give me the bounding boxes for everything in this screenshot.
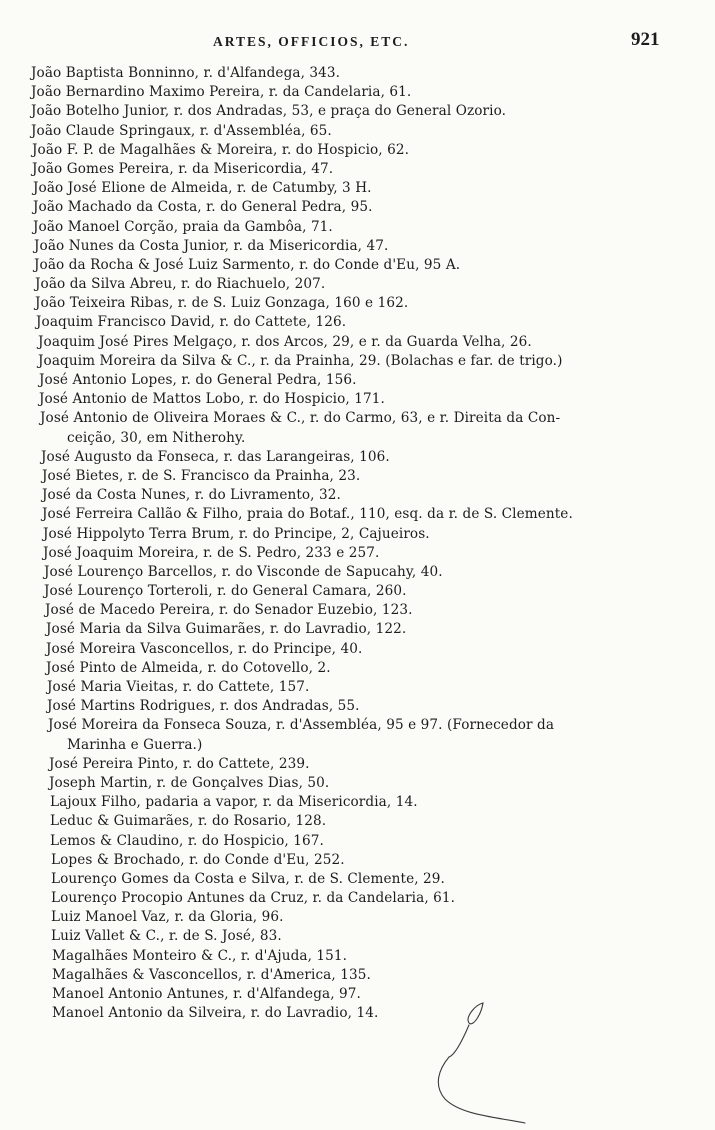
page-header <box>0 29 715 56</box>
directory-entry: Lajoux Filho, padaria a vapor, r. da Misericordia, 14. <box>50 794 418 811</box>
directory-entry: José Antonio Lopes, r. do General Pedra, 156. <box>39 372 357 388</box>
directory-entry: João da Rocha & José Luiz Sarmento, r. do Conde d'Eu, 95 A. <box>34 256 461 273</box>
directory-entry: Manoel Antonio da Silveira, r. do Lavradio, 14. <box>52 1005 379 1022</box>
pen-stroke-mark <box>425 995 565 1130</box>
directory-entry: Joseph Martin, r. de Gonçalves Dias, 50. <box>49 774 330 791</box>
directory-entry: José de Macedo Pereira, r. do Senador Euzebio, 123. <box>45 602 413 619</box>
directory-entry: Magalhães & Vasconcellos, r. d'America, 135. <box>52 966 371 983</box>
directory-entry: Joaquim Moreira da Silva & C., r. da Prainha, 29. (Bolachas e far. de trigo.) <box>38 352 563 369</box>
directory-entry: João Botelho Junior, r. dos Andradas, 53, e praça do General Ozorio. <box>31 103 507 120</box>
directory-entry: João Nunes da Costa Junior, r. da Misericordia, 47. <box>34 237 389 254</box>
directory-entry: Joaquim Francisco David, r. do Cattete, 126. <box>36 314 347 331</box>
directory-entry: Leduc & Guimarães, r. do Rosario, 128. <box>50 813 327 830</box>
page-number: 921 <box>631 29 660 50</box>
directory-entry: José Moreira da Fonseca Souza, r. d'Assembléa, 95 e 97. (Fornecedor da <box>48 717 555 734</box>
directory-entry: João Bernardino Maximo Pereira, r. da Candelaria, 61. <box>31 84 412 101</box>
directory-entry: Lemos & Claudino, r. do Hospicio, 167. <box>50 832 324 849</box>
directory-entry: José Augusto da Fonseca, r. das Larangeiras, 106. <box>41 448 390 465</box>
directory-entry: João José Elione de Almeida, r. de Catumby, 3 H. <box>33 180 372 197</box>
directory-entry: José da Costa Nunes, r. do Livramento, 32. <box>42 487 341 504</box>
directory-entry: João Gomes Pereira, r. da Misericordia, 47. <box>32 160 334 177</box>
directory-entry-continuation: ceição, 30, em Nitherohy. <box>67 429 246 446</box>
directory-entry: José Martins Rodrigues, r. dos Andradas, 55. <box>47 698 360 715</box>
directory-entry: Lourenço Procopio Antunes da Cruz, r. da Candelaria, 61. <box>51 890 456 907</box>
directory-entry: José Ferreira Callão & Filho, praia do Botaf., 110, esq. da r. de S. Clemente. <box>42 506 573 523</box>
directory-list <box>0 64 715 1023</box>
directory-entry: José Lourenço Barcellos, r. do Visconde de Sapucahy, 40. <box>44 563 443 580</box>
directory-entry: João Claude Springaux, r. d'Assembléa, 65. <box>31 122 332 139</box>
directory-entry: José Pereira Pinto, r. do Cattete, 239. <box>49 755 310 772</box>
directory-entry: Manoel Antonio Antunes, r. d'Alfandega, 97. <box>52 986 361 1002</box>
directory-entry: Luiz Vallet & C., r. de S. José, 83. <box>51 928 282 945</box>
directory-entry: João Manoel Corção, praia da Gambôa, 71. <box>33 218 333 235</box>
directory-entry: Luiz Manoel Vaz, r. da Gloria, 96. <box>51 909 284 926</box>
directory-entry: José Hippolyto Terra Brum, r. do Principe, 2, Cajueiros. <box>43 525 430 542</box>
directory-entry: José Antonio de Mattos Lobo, r. do Hospicio, 171. <box>39 391 385 408</box>
directory-entry: João da Silva Abreu, r. do Riachuelo, 207. <box>35 276 326 293</box>
directory-entry: José Maria Vieitas, r. do Cattete, 157. <box>47 679 310 695</box>
directory-entry: José Bietes, r. de S. Francisco da Prainha, 23. <box>42 467 361 484</box>
directory-entry: João F. P. de Magalhães & Moreira, r. do Hospicio, 62. <box>32 141 410 158</box>
directory-entry: José Joaquim Moreira, r. de S. Pedro, 233 e 257. <box>43 544 380 561</box>
directory-entry-continuation: Marinha e Guerra.) <box>67 736 203 753</box>
directory-entry: José Moreira Vasconcellos, r. do Principe, 40. <box>46 640 363 657</box>
directory-entry: Magalhães Monteiro & C., r. d'Ajuda, 151. <box>52 947 348 964</box>
directory-entry: José Lourenço Torteroli, r. do General Camara, 260. <box>44 583 407 600</box>
directory-entry: João Teixeira Ribas, r. de S. Luiz Gonzaga, 160 e 162. <box>35 295 409 312</box>
directory-entry: José Maria da Silva Guimarães, r. do Lavradio, 122. <box>46 621 407 638</box>
directory-entry: José Antonio de Oliveira Moraes & C., r. do Carmo, 63, e r. Direita da Con- <box>40 410 561 427</box>
directory-entry: João Baptista Bonninno, r. d'Alfandega, 343. <box>31 65 341 81</box>
directory-entry: Lopes & Brochado, r. do Conde d'Eu, 252. <box>51 851 345 868</box>
directory-entry: Joaquim José Pires Melgaço, r. dos Arcos, 29, e r. da Guarda Velha, 26. <box>38 333 532 350</box>
directory-entry: João Machado da Costa, r. do General Pedra, 95. <box>33 199 373 216</box>
directory-entry: José Pinto de Almeida, r. do Cotovello, 2. <box>46 659 331 676</box>
running-head: ARTES, OFFICIOS, ETC. <box>213 34 410 49</box>
directory-entry: Lourenço Gomes da Costa e Silva, r. de S. Clemente, 29. <box>51 870 445 887</box>
